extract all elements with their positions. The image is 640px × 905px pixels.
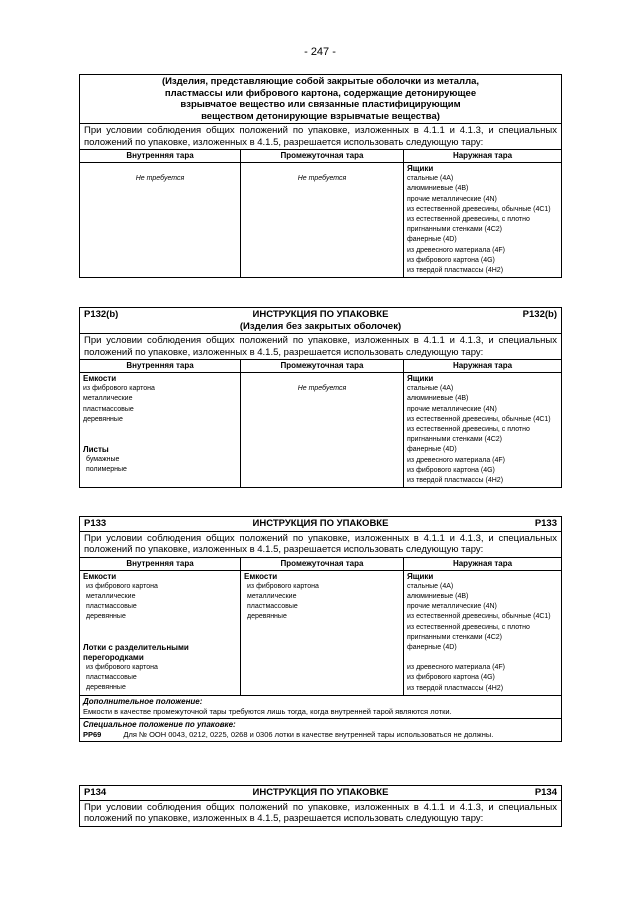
packing-instruction-p133 bbox=[79, 516, 562, 742]
block2-intro: При условии соблюдения общих положений по упаковке, изложенных в 4.1.1 и 4.1.3, и специальных положений по упаковке, изложенных в 4.1.5, разрешается использовать следующую тару: bbox=[80, 334, 561, 360]
column-header-outer: Наружная тара bbox=[452, 361, 513, 370]
additional-provision-title: Дополнительное положение: bbox=[83, 696, 203, 706]
provision-code: PP69 bbox=[83, 729, 102, 739]
column-header-intermediate: Промежуточная тара bbox=[241, 558, 404, 570]
column-header-intermediate: Промежуточная тара bbox=[241, 360, 404, 372]
packing-instruction-p134 bbox=[79, 785, 562, 827]
instruction-code-right: P132(b) bbox=[522, 309, 557, 320]
intermediate-packaging-cell: Емкости из фибрового картона металлические пластмассовые деревянные bbox=[241, 571, 404, 695]
block3-header bbox=[80, 517, 561, 532]
instruction-code-left: P134 bbox=[84, 787, 107, 798]
column-header-intermediate: Промежуточная тара bbox=[241, 150, 404, 162]
inner-packaging-cell: Емкости из фибрового картона металлические пластмассовые деревянные Листы бумажные полимерные bbox=[80, 373, 241, 487]
block1-body bbox=[80, 163, 561, 277]
block3-intro: При условии соблюдения общих положений по упаковке, изложенных в 4.1.1 и 4.1.3, и специальных положений по упаковке, изложенных в 4.1.5, разрешается использовать следующую тару: bbox=[80, 532, 561, 558]
additional-provision bbox=[80, 696, 561, 719]
instruction-code-right: P134 bbox=[534, 787, 557, 798]
instruction-code-left: P133 bbox=[84, 518, 107, 529]
instruction-subheading: (Изделия без закрытых оболочек) bbox=[239, 320, 402, 332]
instruction-heading: ИНСТРУКЦИЯ ПО УПАКОВКЕ bbox=[252, 787, 389, 798]
special-provision-pp69 bbox=[83, 730, 558, 740]
instruction-heading: ИНСТРУКЦИЯ ПО УПАКОВКЕ bbox=[252, 518, 389, 529]
column-header-outer: Наружная тара bbox=[452, 558, 513, 568]
provision-text: Для № ООН 0043, 0212, 0225, 0268 и 0306 лотки в качестве внутренней тары использоваться не должны. bbox=[123, 729, 494, 739]
block3-body bbox=[80, 571, 561, 696]
block2-body bbox=[80, 373, 561, 487]
inner-packaging-cell: Не требуется bbox=[80, 163, 241, 277]
inner-packaging-cell: Емкости из фибрового картона металлические пластмассовые деревянные Лотки с разделительными перегородками из фибрового картона пластмассовые деревянные bbox=[80, 571, 241, 695]
column-header-inner: Внутренняя тара bbox=[80, 558, 241, 570]
additional-provision-text: Емкости в качестве промежуточной тары требуются лишь тогда, когда внутренней тарой являются лотки. bbox=[83, 706, 452, 716]
intermediate-packaging-cell: Не требуется bbox=[241, 163, 404, 277]
block4-intro: При условии соблюдения общих положений по упаковке, изложенных в 4.1.1 и 4.1.3, и специальных положений по упаковке, изложенных в 4.1.5, разрешается использовать следующую тару: bbox=[84, 801, 557, 824]
block2-header bbox=[80, 308, 561, 334]
outer-packaging-cell: Ящики стальные (4A) алюминиевые (4B) прочие металлические (4N) из естественной древесины, обычные (4C1) из естественной древесины, с плотно пригнанными стенками (4C2) фанерные (4D) из древесного материала (4F) из фибрового картона (4G) из твердой пластмассы (4H2) bbox=[407, 374, 551, 485]
instruction-heading: ИНСТРУКЦИЯ ПО УПАКОВКЕ bbox=[252, 309, 389, 320]
column-header-inner: Внутренняя тара bbox=[80, 360, 241, 372]
block1-title: (Изделия, представляющие собой закрытые оболочки из металла, пластмассы или фибрового картона, содержащие детонирующее взрывчатое вещество или связанные пластифицирующим веществом детонирующие взрывчатые вещества) bbox=[80, 75, 561, 124]
block1-intro: При условии соблюдения общих положений по упаковке, изложенных в 4.1.1 и 4.1.3, и специальных положений по упаковке, изложенных в 4.1.5, разрешается использовать следующую тару: bbox=[80, 124, 561, 150]
block3-column-headers bbox=[80, 558, 561, 571]
outer-packaging-cell: Ящики стальные (4A) алюминиевые (4B) прочие металлические (4N) из естественной древесины, обычные (4C1) из естественной древесины, с плотно пригнанными стенками (4C2) фанерные (4D) из древесного материала (4F) из фибрового картона (4G) из твердой пластмассы (4H2) bbox=[407, 571, 551, 692]
column-header-outer: Наружная тара bbox=[452, 151, 513, 160]
instruction-code-right: P133 bbox=[534, 518, 557, 529]
special-packing-provision bbox=[80, 719, 561, 741]
block2-column-headers bbox=[80, 360, 561, 373]
packing-instruction-p132a bbox=[79, 74, 562, 278]
intermediate-packaging-cell: Не требуется bbox=[241, 373, 404, 487]
outer-packaging-cell: Ящики стальные (4A) алюминиевые (4B) прочие металлические (4N) из естественной древесины, обычные (4C1) из естественной древесины, с плотно пригнанными стенками (4C2) фанерные (4D) из древесного материала (4F) из фибрового картона (4G) из твердой пластмассы (4H2) bbox=[407, 164, 551, 275]
block1-column-headers bbox=[80, 150, 561, 163]
instruction-code-left: P132(b) bbox=[84, 309, 119, 320]
column-header-inner: Внутренняя тара bbox=[80, 150, 241, 162]
page-number: - 247 - bbox=[304, 46, 336, 58]
packing-instruction-p132b bbox=[79, 307, 562, 488]
special-provision-title: Специальное положение по упаковке: bbox=[83, 719, 236, 729]
block4-header bbox=[80, 786, 561, 801]
